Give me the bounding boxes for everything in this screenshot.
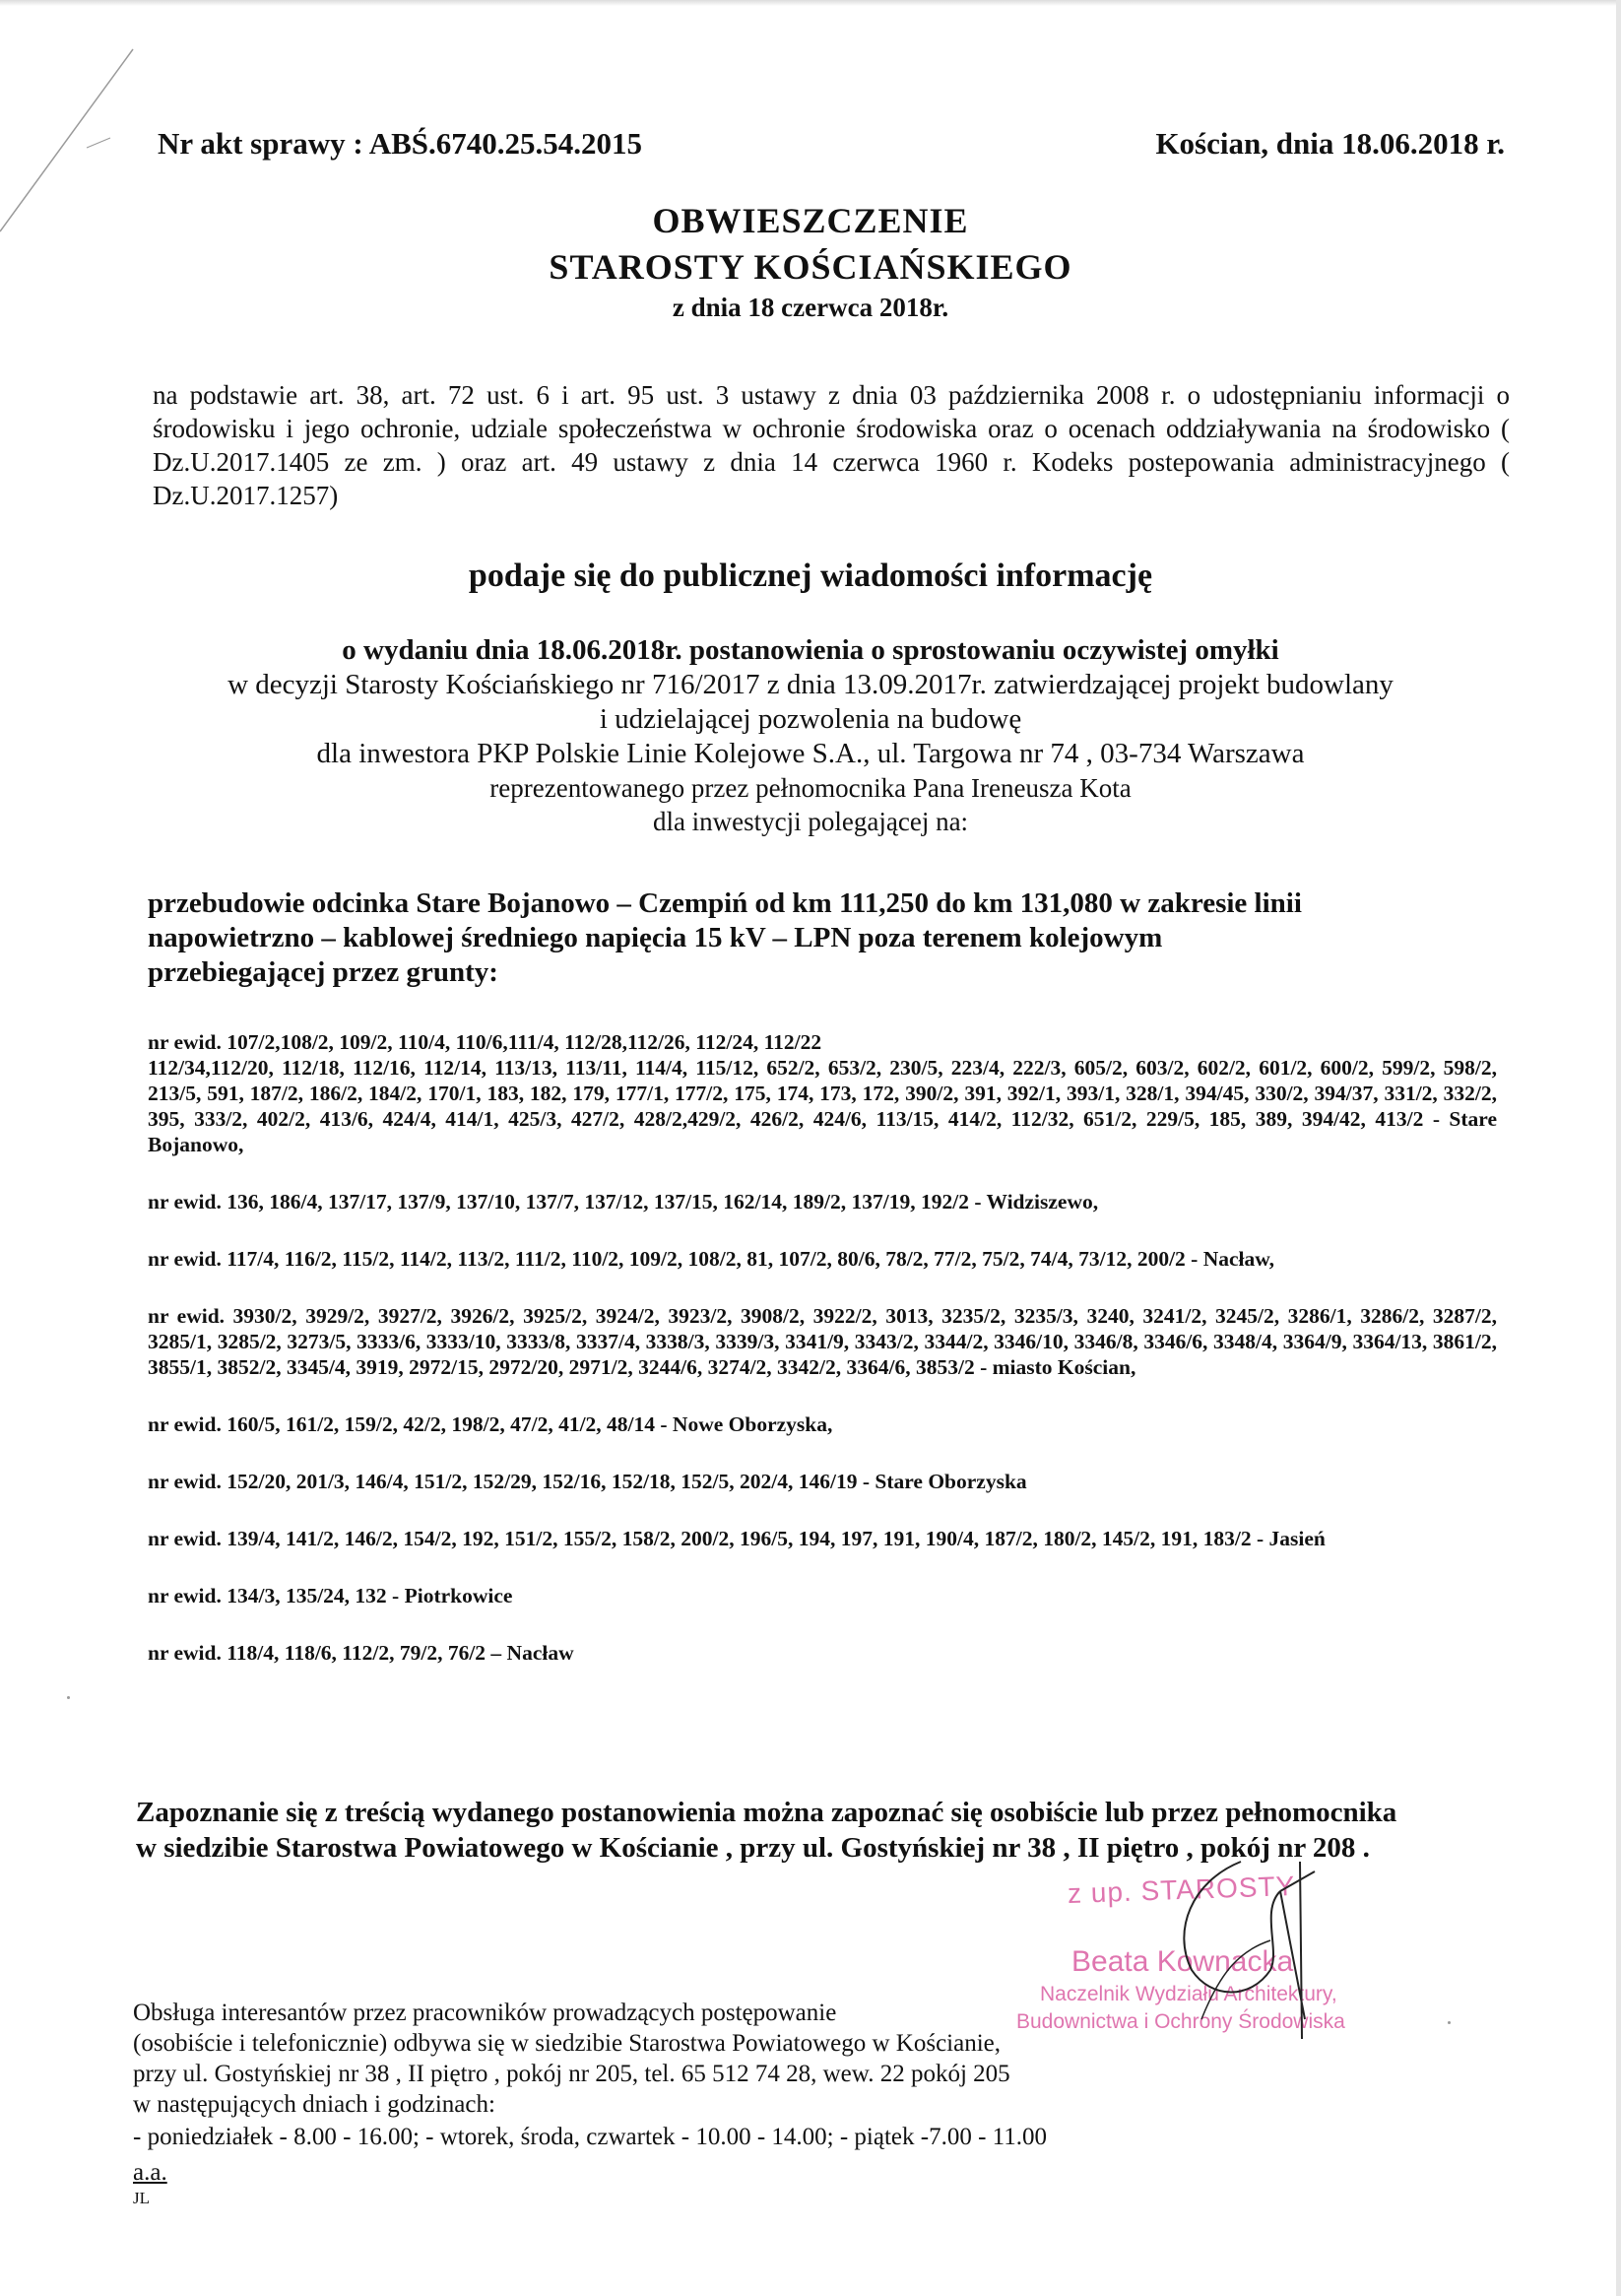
stamp-line-1: z up. STAROSTY — [1067, 1870, 1296, 1910]
scan-speck — [1448, 2021, 1451, 2024]
footer-line-1: Obsługa interesantów przez pracowników prowadzących postępowanie — [133, 2000, 837, 2026]
parcel-group-stare-oborzyska — [148, 1469, 1497, 1494]
stamp-line-2: Beata Kownacka — [1071, 1945, 1294, 1978]
document-issuer: STAROSTY KOŚCIAŃSKIEGO — [549, 247, 1072, 287]
investment-line-1: przebudowie odcinka Stare Bojanowo – Czempiń od km 111,250 do km 131,080 w zakresie linii — [148, 887, 1302, 919]
footer-line-2: (osobiście i telefonicznie) odbywa się w siedzibie Starostwa Powiatowego w Kościanie, — [133, 2030, 1002, 2057]
stamp-line-4: Budownictwa i Ochrony Środowiska — [1016, 2010, 1345, 2033]
decision-line-6: dla inwestycji polegającej na: — [652, 807, 969, 836]
handwritten-signature — [1133, 1852, 1369, 2078]
parcel-group-stare-bojanowo — [148, 1029, 1497, 1157]
document-title: OBWIESZCZENIE — [652, 201, 969, 240]
parcel-line: nr ewid. 160/5, 161/2, 159/2, 42/2, 198/2, 47/2, 41/2, 48/14 - Nowe Oborzyska, — [148, 1412, 833, 1436]
parcel-group-koscian — [148, 1303, 1497, 1380]
decision-line-1: o wydaniu dnia 18.06.2018r. postanowienia o sprostowaniu oczywistej omyłki — [342, 634, 1279, 666]
footer-line-4: w następujących dniach i godzinach: — [133, 2091, 495, 2118]
decision-line-3: i udzielającej pozwolenia na budowę — [599, 703, 1022, 735]
parcel-line: nr ewid. 139/4, 141/2, 146/2, 154/2, 192, 151/2, 155/2, 158/2, 200/2, 196/5, 194, 197, 191, 190/4, 187/2, 180/2, 145/2, 191, 183/2 - Jasień — [148, 1527, 1326, 1550]
parcel-group-naclaw — [148, 1246, 1497, 1272]
case-number: Nr akt sprawy : ABŚ.6740.25.54.2015 — [158, 126, 643, 161]
investment-line-2: napowietrzno – kablowej średniego napięcia 15 kV – LPN poza terenem kolejowym — [148, 922, 1163, 953]
parcel-group-jasien — [148, 1526, 1497, 1551]
document-date: z dnia 18 czerwca 2018r. — [672, 293, 949, 322]
announcement-lead: podaje się do publicznej wiadomości informację — [468, 558, 1153, 594]
parcel-line: nr ewid. 134/3, 135/24, 132 - Piotrkowice — [148, 1584, 513, 1607]
scan-top-edge — [0, 0, 1621, 6]
parcel-line: nr ewid. 3930/2, 3929/2, 3927/2, 3926/2, 3925/2, 3924/2, 3923/2, 3908/2, 3922/2, 3013, 3235/2, 3235/3, 3240, 3241/2, 3245/2, 3286/1, 3286/2, 3287/2, 3285/1, 3285/2, 3273/5, 3333/6, 3333/10, 3333/8, 3337/4, 3338/3, 3339/3, 3341/9, 3343/2, 3344/2, 3346/10, 3346/8, 3346/6, 3348/4, 3364/9, 3364/13, 3861/2, 3855/1, 3852/2, 3345/4, 3919, 2972/15, 2972/20, 2971/2, 3244/6, 3274/2, 3342/2, 3364/6, 3853/2 - miasto Kościan, — [148, 1304, 1497, 1379]
stamp-line-3: Naczelnik Wydziału Architektury, — [1040, 1983, 1337, 2005]
parcel-line: nr ewid. 152/20, 201/3, 146/4, 151/2, 152/29, 152/16, 152/18, 152/5, 202/4, 146/19 - Stare Oborzyska — [148, 1470, 1027, 1493]
parcel-group-naclaw-2 — [148, 1640, 1497, 1666]
author-initials-2: JL — [133, 2189, 150, 2207]
parcel-line: nr ewid. 117/4, 116/2, 115/2, 114/2, 113/2, 111/2, 110/2, 109/2, 108/2, 81, 107/2, 80/6, 78/2, 77/2, 75/2, 74/4, 73/12, 200/2 - Nacław, — [148, 1247, 1274, 1271]
office-hours-info — [133, 1998, 1047, 2152]
closing-line-1: Zapoznanie się z treścią wydanego postanowienia można zapoznać się osobiście lub przez pełnomocnika — [136, 1797, 1397, 1828]
parcel-group-piotrkowice — [148, 1583, 1497, 1608]
author-initials: a.a. — [133, 2159, 167, 2186]
parcel-line: nr ewid. 118/4, 118/6, 112/2, 79/2, 76/2 – Nacław — [148, 1641, 574, 1665]
parcel-line: nr ewid. 136, 186/4, 137/17, 137/9, 137/10, 137/7, 137/12, 137/15, 162/14, 189/2, 137/19, 192/2 - Widziszewo, — [148, 1190, 1099, 1214]
decision-line-5: reprezentowanego przez pełnomocnika Pana Ireneusza Kota — [489, 773, 1132, 803]
footer-line-3: przy ul. Gostyńskiej nr 38 , II piętro , pokój nr 205, tel. 65 512 74 28, wew. 22 pokój 205 — [133, 2061, 1010, 2087]
closing-line-2: w siedzibie Starostwa Powiatowego w Kościanie , przy ul. Gostyńskiej nr 38 , II piętro , pokój nr 208 . — [136, 1832, 1370, 1864]
parcel-list — [148, 1029, 1497, 1697]
decision-block — [79, 632, 1542, 838]
decision-line-4: dla inwestora PKP Polskie Linie Kolejowe S.A., ul. Targowa nr 74 , 03-734 Warszawa — [316, 738, 1305, 769]
place-date: Kościan, dnia 18.06.2018 r. — [1155, 126, 1505, 161]
decision-line-2: w decyzji Starosty Kościańskiego nr 716/2017 z dnia 13.09.2017r. zatwierdzającej projekt budowlany — [227, 669, 1394, 700]
scan-right-edge — [1616, 0, 1621, 2296]
investment-line-3: przebiegającej przez grunty: — [148, 956, 498, 988]
parcel-group-nowe-oborzyska — [148, 1411, 1497, 1437]
parcel-line: 112/34,112/20, 112/18, 112/16, 112/14, 113/13, 113/11, 114/4, 115/12, 652/2, 653/2, 230/5, 223/4, 222/3, 605/2, 603/2, 602/2, 601/2, 600/2, 599/2, 598/2, 213/5, 591, 187/2, 186/2, 184/2, 170/1, 183, 182, 179, 177/1, 177/2, 175, 174, 173, 172, 390/2, 391, 392/1, 393/1, 328/1, 394/45, 330/2, 394/37, 331/2, 332/2, 395, 333/2, 402/2, 413/6, 424/4, 414/1, 425/3, 427/2, 428/2,429/2, 426/2, 424/6, 113/15, 414/2, 112/32, 651/2, 229/5, 185, 389, 394/42, 413/2 - Stare Bojanowo, — [148, 1056, 1497, 1156]
scan-speck — [67, 1696, 70, 1699]
legal-basis-paragraph: na podstawie art. 38, art. 72 ust. 6 i art. 95 ust. 3 ustawy z dnia 03 października 2008 r. o udostępnianiu informacji o środowisku i jego ochronie, udziale społeczeństwa w ochronie środowiska oraz o ocenach oddziaływania na środowisko ( Dz.U.2017.1405 ze zm. ) oraz art. 49 ustawy z dnia 14 czerwca 1960 r. Kodeks postepowania administracyjnego ( Dz.U.2017.1257) — [153, 380, 1510, 510]
parcel-line: nr ewid. 107/2,108/2, 109/2, 110/4, 110/6,111/4, 112/28,112/26, 112/24, 112/22 — [148, 1030, 822, 1054]
footer-hours: - poniedziałek - 8.00 - 16.00; - wtorek, środa, czwartek - 10.00 - 14.00; - piątek -7.00 - 11.00 — [133, 2124, 1047, 2150]
parcel-group-widziszewo — [148, 1189, 1497, 1214]
investment-description — [148, 886, 1526, 990]
